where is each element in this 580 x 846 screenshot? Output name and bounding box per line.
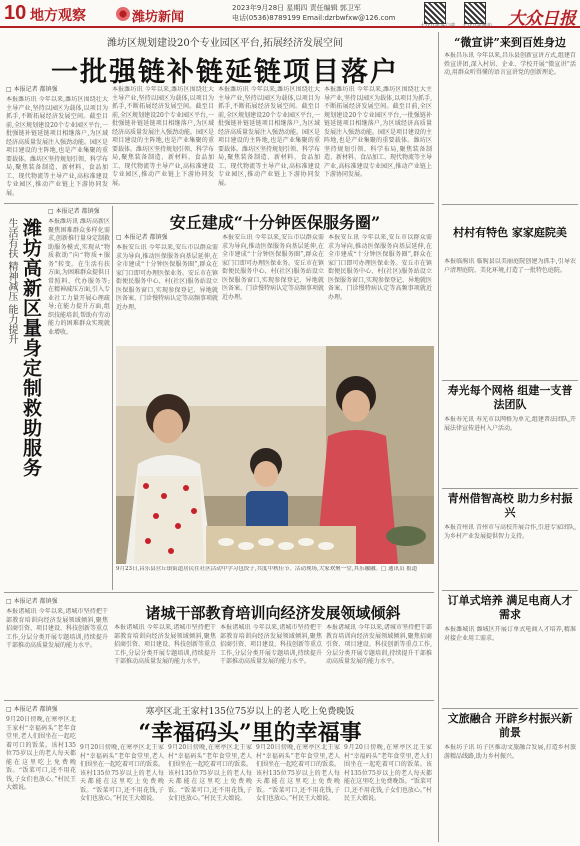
photo-illustration [116, 346, 434, 564]
mid-body-col2: 本报安丘讯 今年以来,安丘市以群众需求为导向,推动医保服务向基层延伸,在全市建成“十分钟医保服务圈”,群众在家门口即可办理医保业务。安丘市在镇街便民服务中心、村(社区)服务站设立医保服务窗口,实现参保登记、异地就医备案、门诊慢特病认定等高频事项就近办理。 [222, 234, 324, 301]
bottom-body2-col1: 9月20日傍晚,在寒亭区北王家村“幸福码头”老年食堂里,老人们围坐在一起吃着可口的饭菜。该村135位75岁以上的老人每天都能在这里吃上免费晚饭。“饭菜可口,还不用花钱,子女们也放心。”村民王大娘说。 [6, 716, 76, 791]
right-body-5: 本报潍城讯 潍城区开展订单式电商人才培养,精准对接企业用工需求。 [444, 626, 576, 642]
lead-byline: □ 本报记者 都镇强 [6, 86, 58, 93]
lead-body-col4: 本报潍坊讯 今年以来,潍坊区围绕壮大主导产业,坚持以园区为载体,以项目为抓手,不断拓展经济发展空间。截至目前,全区规划建设20个专业园区平台,一批强链补链延链项目相继落户,为区域经济高质量发展注入强劲动能。园区是项目建设的主阵地,也是产业集聚的重要载体。潍坊区坚持规划引领、科学布局,聚焦装备制造、新材料、食品加工、现代物流等主导产业,高标准建设专业园区,推动产业链上下游协同发展。 [324, 86, 432, 178]
mid-body-col3: 本报安丘讯 今年以来,安丘市以群众需求为导向,推动医保服务向基层延伸,在全市建成“十分钟医保服务圈”,群众在家门口即可办理医保业务。安丘市在镇街便民服务中心、村(社区)服务站设立医保服务窗口,实现参保登记、异地就医备案、门诊慢特病认定等高频事项就近办理。 [328, 234, 432, 301]
bottom-body2-col2: 9月20日傍晚,在寒亭区北王家村“幸福码头”老年食堂里,老人们围坐在一起吃着可口的饭菜。该村135位75岁以上的老人每天都能在这里吃上免费晚饭。“饭菜可口,还不用花钱,子女们也放心。”村民王大娘说。 [80, 744, 164, 802]
bottom-headline2[interactable]: “幸福码头”里的幸福事 [138, 720, 362, 746]
left-story-subtitle: 生活有扶 精神减压 能力提升 [6, 218, 17, 345]
right-headline-4[interactable]: 青州借智高校 助力乡村振兴 [447, 492, 573, 519]
left-story-body: 本报潍坊讯 潍坊高新区聚焦困难群众多样化需求,创新推行量身定制救助服务模式,实现从“物质救助”向“物质+服务”转变。在生活有扶方面,为困难群众提供日常照料、代办服务等;在精神减压方面,引入专业社工力量开展心理疏导;在能力提升方面,组织技能培训,帮助有劳动能力的困难群众实现就业增收。 [48, 218, 110, 336]
qr-label: 大众日报潍坊 [462, 23, 493, 29]
lead-headline[interactable]: 一批强链补链延链项目落户 [51, 57, 399, 88]
issue-meta: 2023年9月28日 星期四 责任编辑 郭卫军 电话(0536)8789199 Email:dzrbwfxw@126.com [232, 4, 396, 22]
right-body-6: 本报坊子讯 坊子区推动文旅融合发展,打造乡村旅游精品线路,助力乡村振兴。 [444, 744, 576, 760]
right-body-1: 本报昌乐讯 今年以来,昌乐县创新宣讲方式,组建百姓宣讲团,深入村居、企业、学校开展“微宣讲”活动,用群众听得懂的语言宣讲党的创新理论。 [444, 52, 576, 76]
photo-caption: 9月23日,昌乐县营丘镇街道居民在社区活动中学习包饺子,共度中秋佳节。活动现场,大家欢聚一堂,其乐融融。□ 通讯员 报道 [116, 566, 418, 572]
mid-body-col1: 本报安丘讯 今年以来,安丘市以群众需求为导向,推动医保服务向基层延伸,在全市建成“十分钟医保服务圈”,群众在家门口即可办理医保业务。安丘市在镇街便民服务中心、村(社区)服务站设立医保服务窗口,实现参保登记、异地就医备案、门诊慢特病认定等高频事项就近办理。 [116, 244, 218, 311]
left-story-headline[interactable]: 潍坊高新区量身定制救助服务 [20, 218, 42, 478]
left-story-byline: □ 本报记者 都镇强 [48, 208, 100, 215]
right-headline-1[interactable]: “微宣讲”来到百姓身边 [454, 36, 566, 49]
right-headline-2[interactable]: 村村有特色 家家庭院美 [453, 226, 567, 239]
right-headline-5[interactable]: 订单式培养 满足电商人才需求 [447, 594, 573, 621]
bottom-body2-col4: 9月20日傍晚,在寒亭区北王家村“幸福码头”老年食堂里,老人们围坐在一起吃着可口的饭菜。该村135位75岁以上的老人每天都能在这里吃上免费晚饭。“饭菜可口,还不用花钱,子女们也放心。”村民王大娘说。 [256, 744, 340, 802]
qr-code-icon[interactable] [464, 2, 486, 24]
lead-body-col3: 本报潍坊讯 今年以来,潍坊区围绕壮大主导产业,坚持以园区为载体,以项目为抓手,不断拓展经济发展空间。截至目前,全区规划建设20个专业园区平台,一批强链补链延链项目相继落户,为区域经济高质量发展注入强劲动能。园区是项目建设的主阵地,也是产业集聚的重要载体。潍坊区坚持规划引领、科学布局,聚焦装备制造、新材料、食品加工、现代物流等主导产业,高标准建设专业园区,推动产业链上下游协同发展。 [218, 86, 320, 187]
bottom-byline2: □ 本报记者 都镇强 [6, 706, 58, 713]
page-header [0, 0, 580, 28]
bottom-body-col2: 本报诸城讯 今年以来,诸城市坚持把干部教育培训向经济发展领域倾斜,聚焦招商引资、项目建设、科技创新等重点工作,分层分类开展专题培训,持续提升干部推动高质量发展的能力水平。 [114, 624, 216, 665]
newspaper-logo: 大众日报 [508, 9, 576, 29]
news-photo[interactable] [116, 346, 434, 564]
bottom-body2-col3: 9月20日傍晚,在寒亭区北王家村“幸福码头”老年食堂里,老人们围坐在一起吃着可口的饭菜。该村135位75岁以上的老人每天都能在这里吃上免费晚饭。“饭菜可口,还不用花钱,子女们也放心。”村民王大娘说。 [168, 744, 252, 802]
page-number: 10 [4, 2, 27, 24]
bottom-headline[interactable]: 诸城干部教育培训向经济发展领域倾斜 [145, 604, 401, 622]
mid-byline: □ 本报记者 都镇强 [116, 234, 168, 241]
lead-body-col1: 本报潍坊讯 今年以来,潍坊区围绕壮大主导产业,坚持以园区为载体,以项目为抓手,不断拓展经济发展空间。截至目前,全区规划建设20个专业园区平台,一批强链补链延链项目相继落户,为区域经济高质量发展注入强劲动能。园区是项目建设的主阵地,也是产业集聚的重要载体。潍坊区坚持规划引领、科学布局,聚焦装备制造、新材料、食品加工、现代物流等主导产业,高标准建设专业园区,推动产业链上下游协同发展。 [6, 96, 108, 197]
bottom-byline: □ 本报记者 都镇强 [6, 598, 58, 605]
right-body-2: 本报临朐讯 临朐县以美丽庭院创建为抓手,引导农户清理庭院、美化环境,打造了一批特色庭院。 [444, 258, 576, 274]
bottom-kicker: 寒亭区北王家村135位75岁以上的老人吃上免费晚饭 [145, 707, 355, 717]
right-headline-6[interactable]: 文旅融合 开辟乡村振兴新前景 [447, 712, 573, 739]
mid-headline[interactable]: 安丘建成“十分钟医保服务圈” [169, 213, 381, 232]
bottom-body-col4: 本报诸城讯 今年以来,诸城市坚持把干部教育培训向经济发展领域倾斜,聚焦招商引资、项目建设、科技创新等重点工作,分层分类开展专题培训,持续提升干部推动高质量发展的能力水平。 [326, 624, 432, 665]
right-body-3: 本报寿光讯 寿光市以网格为单元,组建普法团队,开展法律宣传进村入户活动。 [444, 416, 576, 432]
bottom-body-col1: 本报诸城讯 今年以来,诸城市坚持把干部教育培训向经济发展领域倾斜,聚焦招商引资、项目建设、科技创新等重点工作,分层分类开展专题培训,持续提升干部推动高质量发展的能力水平。 [6, 608, 108, 649]
section-name: 潍坊新闻 [132, 9, 185, 24]
right-headline-3[interactable]: 寿光每个网格 组建一支普法团队 [447, 384, 573, 411]
flower-logo-icon [116, 7, 130, 21]
section-title: 地方观察 [30, 7, 86, 23]
lead-body-col2: 本报潍坊讯 今年以来,潍坊区围绕壮大主导产业,坚持以园区为载体,以项目为抓手,不断拓展经济发展空间。截至目前,全区规划建设20个专业园区平台,一批强链补链延链项目相继落户,为区域经济高质量发展注入强劲动能。园区是项目建设的主阵地,也是产业集聚的重要载体。潍坊区坚持规划引领、科学布局,聚焦装备制造、新材料、食品加工、现代物流等主导产业,高标准建设专业园区,推动产业链上下游协同发展。 [112, 86, 214, 187]
bottom-body2-col5: 9月20日傍晚,在寒亭区北王家村“幸福码头”老年食堂里,老人们围坐在一起吃着可口的饭菜。该村135位75岁以上的老人每天都能在这里吃上免费晚饭。“饭菜可口,还不用花钱,子女们也放心。”村民王大娘说。 [344, 744, 432, 802]
qr-code-icon[interactable] [424, 2, 446, 24]
qr-label: 大众日报客户端 [420, 23, 456, 29]
right-body-4: 本报青州讯 青州市与高校开展合作,引进专家团队,为乡村产业发展提供智力支持。 [444, 524, 576, 540]
bottom-body-col3: 本报诸城讯 今年以来,诸城市坚持把干部教育培训向经济发展领域倾斜,聚焦招商引资、项目建设、科技创新等重点工作,分层分类开展专题培训,持续提升干部推动高质量发展的能力水平。 [220, 624, 322, 665]
lead-kicker: 潍坊区规划建设20个专业园区平台,拓展经济发展空间 [107, 38, 343, 49]
